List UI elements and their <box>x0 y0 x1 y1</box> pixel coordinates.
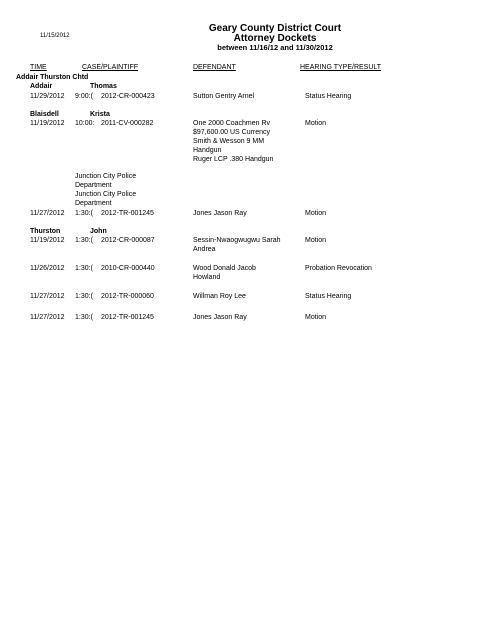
docket-time: 10:00: <box>75 120 95 127</box>
report-title: Attorney Dockets <box>233 33 317 44</box>
defendant <box>193 264 256 282</box>
docket-date: 11/27/2012 <box>30 293 65 300</box>
docket-date: 11/29/2012 <box>30 93 65 100</box>
defendant-line: Wood Donald Jacob <box>193 265 256 272</box>
col-header-hearing: HEARING TYPE/RESULT <box>300 64 382 71</box>
hearing-type: Motion <box>305 237 327 244</box>
defendant: Jones Jason Ray <box>193 210 247 217</box>
defendant-line: Andrea <box>193 246 216 253</box>
docket-date: 11/27/2012 <box>30 314 65 321</box>
defendant-line: Handgun <box>193 147 222 154</box>
attorney-first-name: John <box>90 228 107 235</box>
defendant-line: $97,600.00 US Currency <box>193 129 271 136</box>
hearing-type: Status Hearing <box>305 293 352 300</box>
case-number: 2012-TR-001245 <box>101 210 154 217</box>
defendant: Sutton Gentry Arnel <box>193 93 255 100</box>
hearing-type: Motion <box>305 210 327 217</box>
attorney-last-name: Blaisdell <box>30 111 59 118</box>
case-number: 2012-CR-000087 <box>101 237 155 244</box>
docket-date: 11/19/2012 <box>30 237 65 244</box>
case-number: 2012-TR-000060 <box>101 293 154 300</box>
defendant-line: Howland <box>193 274 221 281</box>
plaintiff-line: Department <box>75 200 112 207</box>
case-number: 2012-TR-001245 <box>101 314 154 321</box>
docket-time: 1:30:( <box>75 237 93 244</box>
hearing-type: Status Hearing <box>305 93 352 100</box>
attorney-first-name: Krista <box>90 111 110 118</box>
plaintiff-line: Junction City Police <box>75 173 137 180</box>
docket-date: 11/26/2012 <box>30 265 65 272</box>
attorney-first-name: Thomas <box>90 83 117 90</box>
hearing-type: Motion <box>305 314 327 321</box>
defendant-line: One 2000 Coachmen Rv <box>193 120 271 127</box>
defendant-line: Smith & Wesson 9 MM <box>193 138 265 145</box>
hearing-type: Motion <box>305 120 327 127</box>
defendant: Willman Roy Lee <box>193 293 246 300</box>
hearing-type: Probation Revocation <box>305 265 372 272</box>
attorney-last-name: Thurston <box>30 228 61 235</box>
docket-time: 1:30:( <box>75 293 93 300</box>
defendant: Jones Jason Ray <box>193 314 247 321</box>
docket-time: 9:00:( <box>75 93 93 100</box>
docket-time: 1:30:( <box>75 265 93 272</box>
col-header-time: TIME <box>30 64 47 71</box>
docket-time: 1:30:( <box>75 314 93 321</box>
col-header-case: CASE/PLAINTIFF <box>82 64 139 71</box>
date-range: between 11/16/12 and 11/30/2012 <box>217 43 333 52</box>
case-number: 2010-CR-000440 <box>101 265 155 272</box>
court-name: Geary County District Court <box>208 23 342 34</box>
defendant-line: Ruger LCP .380 Handgun <box>193 156 274 163</box>
plaintiff-line: Department <box>75 182 112 189</box>
defendant-line: Sessin-Nwaogwugwu Sarah <box>193 237 281 244</box>
docket-time: 1:30:( <box>75 210 93 217</box>
case-number: 2012-CR-000423 <box>101 93 155 100</box>
docket-date: 11/19/2012 <box>30 120 65 127</box>
print-date: 11/15/2012 <box>40 33 70 39</box>
firm-name: Addair Thurston Chtd <box>16 74 89 81</box>
case-number: 2011-CV-000282 <box>101 120 154 127</box>
defendant <box>193 119 273 164</box>
docket-date: 11/27/2012 <box>30 210 65 217</box>
attorney-last-name: Addair <box>30 83 53 90</box>
defendant <box>193 236 281 254</box>
col-header-defendant: DEFENDANT <box>193 64 236 71</box>
plaintiff <box>75 172 136 208</box>
plaintiff-line: Junction City Police <box>75 191 137 198</box>
